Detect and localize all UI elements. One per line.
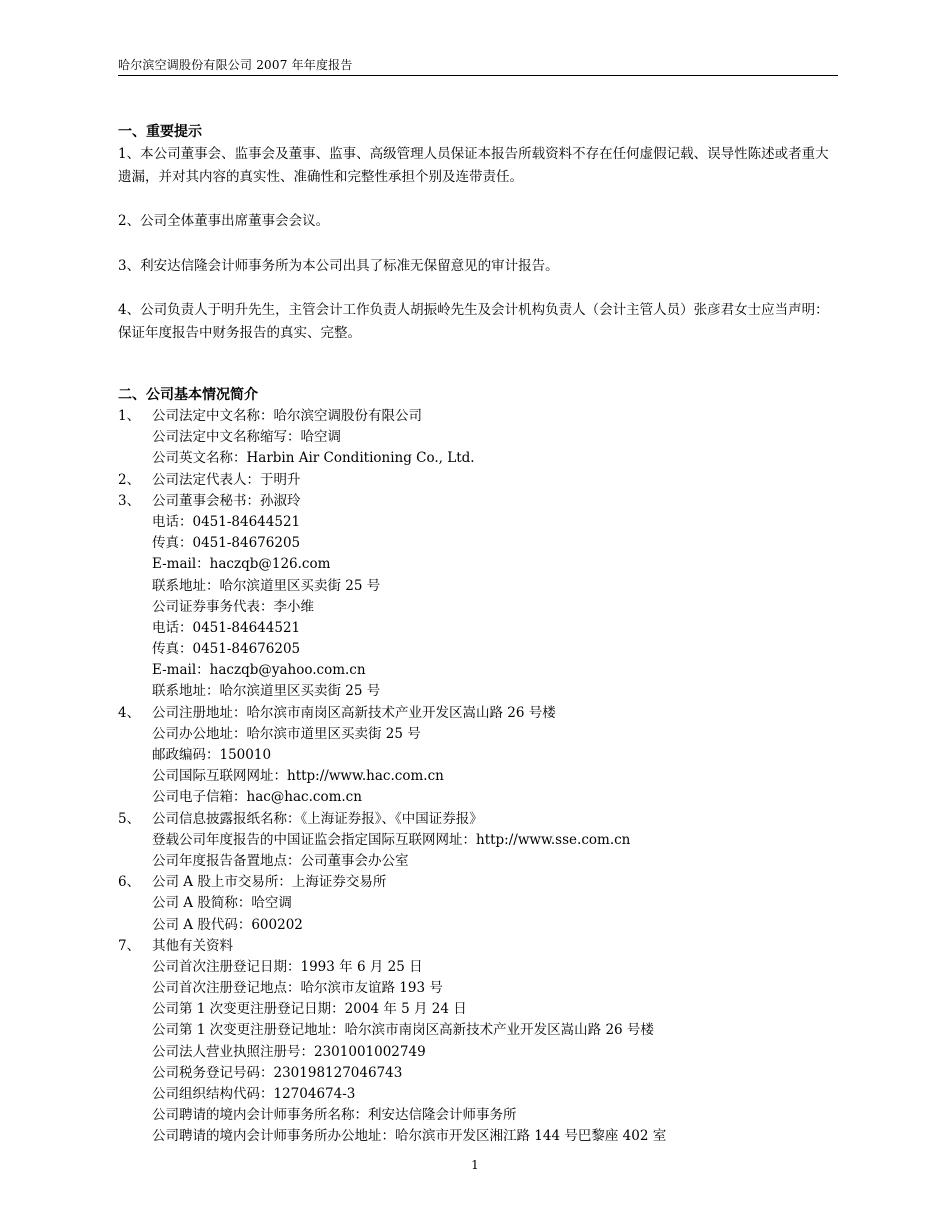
info-row <box>118 809 838 830</box>
info-item-text: 公司 A 股代码：600202 <box>152 916 303 933</box>
info-item-text: 公司第 1 次变更注册登记地址：哈尔滨市南岗区高新技术产业开发区嵩山路 26 号楼 <box>152 1022 654 1039</box>
page-header-title: 哈尔滨空调股份有限公司 2007 年年度报告 <box>118 58 353 72</box>
info-row <box>118 1105 838 1126</box>
info-item-text: 公司首次注册登记日期：1993 年 6 月 25 日 <box>152 958 423 975</box>
info-row <box>118 512 838 533</box>
info-item-text: 公司证券事务代表：李小维 <box>152 598 314 615</box>
info-row <box>118 745 838 766</box>
info-item-text: 公司董事会秘书：孙淑玲 <box>152 492 301 509</box>
company-info-list <box>118 406 838 1148</box>
info-item-text: 公司法人营业执照注册号：2301001002749 <box>152 1043 426 1060</box>
info-item-text: 公司第 1 次变更注册登记日期：2004 年 5 月 24 日 <box>152 1001 467 1018</box>
info-item-text: 公司税务登记号码：230198127046743 <box>152 1064 403 1081</box>
info-row <box>118 936 838 957</box>
notice-paragraph-2: 2、公司全体董事出席董事会会议。 <box>118 213 330 229</box>
info-row <box>118 639 838 660</box>
info-row <box>118 787 838 808</box>
info-row <box>118 576 838 597</box>
info-row <box>118 427 838 448</box>
section-company-profile-title: 二、公司基本情况简介 <box>118 387 258 403</box>
info-item-text: 公司首次注册登记地点：哈尔滨市友谊路 193 号 <box>152 980 443 997</box>
info-item-text: 登载公司年度报告的中国证监会指定国际互联网网址：http://www.sse.com.cn <box>152 831 631 848</box>
info-item-text: 电话：0451-84644521 <box>152 513 301 530</box>
info-item-text: 公司组织结构代码：12704674-3 <box>152 1086 356 1102</box>
info-row <box>118 1042 838 1063</box>
info-item-number: 5、 <box>118 810 141 827</box>
info-item-text: 公司法定代表人：于明升 <box>152 471 301 488</box>
header-divider <box>118 75 838 76</box>
info-item-text: 公司信息披露报纸名称：《上海证券报》、《中国证券报》 <box>152 810 483 827</box>
info-item-text: 公司注册地址：哈尔滨市南岗区高新技术产业开发区嵩山路 26 号楼 <box>152 704 556 721</box>
info-item-text: E-mail：haczqb@126.com <box>152 556 331 573</box>
info-item-text: 公司法定中文名称：哈尔滨空调股份有限公司 <box>152 408 422 424</box>
info-row <box>118 999 838 1020</box>
info-row <box>118 554 838 575</box>
info-item-text: 公司英文名称：Harbin Air Conditioning Co., Ltd. <box>152 450 475 467</box>
info-row <box>118 957 838 978</box>
info-row <box>118 724 838 745</box>
info-item-text: 公司聘请的境内会计师事务所办公地址：哈尔滨市开发区湘江路 144 号巴黎座 402 室 <box>152 1128 667 1145</box>
info-row <box>118 1126 838 1147</box>
info-item-text: 公司年度报告备置地点：公司董事会办公室 <box>152 852 409 869</box>
info-row <box>118 448 838 469</box>
info-row <box>118 766 838 787</box>
info-item-number: 3、 <box>118 492 141 509</box>
info-item-text: 传真：0451-84676205 <box>152 641 301 658</box>
info-row <box>118 597 838 618</box>
info-item-text: 邮政编码：150010 <box>152 747 272 763</box>
info-item-text: 联系地址：哈尔滨道里区买卖街 25 号 <box>152 683 381 700</box>
notice-paragraph-4: 4、公司负责人于明升先生，主管会计工作负责人胡振岭先生及会计机构负责人（会计主管人员）张彦君女士应当声明：保证年度报告中财务报告的真实、完整。 <box>118 302 829 341</box>
info-row <box>118 618 838 639</box>
info-item-text: 电话：0451-84644521 <box>152 619 301 636</box>
document-body <box>118 122 838 1148</box>
info-item-text: E-mail：haczqb@yahoo.com.cn <box>152 662 366 679</box>
notice-paragraph-3: 3、利安达信隆会计师事务所为本公司出具了标准无保留意见的审计报告。 <box>118 257 559 274</box>
page-number: 1 <box>471 1158 479 1172</box>
info-item-text: 联系地址：哈尔滨道里区买卖街 25 号 <box>152 577 381 594</box>
info-item-text: 公司聘请的境内会计师事务所名称：利安达信隆会计师事务所 <box>152 1107 517 1124</box>
info-row <box>118 470 838 491</box>
info-row <box>118 1063 838 1084</box>
info-item-number: 4、 <box>118 704 141 721</box>
notice-paragraph-1: 1、本公司董事会、监事会及董事、监事、高级管理人员保证本报告所载资料不存在任何虚假记载、误导性陈述或者重大遗漏，并对其内容的真实性、准确性和完整性承担个别及连带责任。 <box>118 146 829 185</box>
info-row <box>118 533 838 554</box>
info-item-text: 其他有关资料 <box>152 937 233 954</box>
info-row <box>118 703 838 724</box>
info-item-text: 传真：0451-84676205 <box>152 535 301 552</box>
info-item-number: 1、 <box>118 408 141 424</box>
info-row <box>118 915 838 936</box>
info-row <box>118 491 838 512</box>
info-row <box>118 851 838 872</box>
info-item-number: 6、 <box>118 874 141 891</box>
info-item-text: 公司国际互联网网址：http://www.hac.com.cn <box>152 768 444 785</box>
info-row <box>118 1084 838 1105</box>
section-important-notice-title: 一、重要提示 <box>118 124 202 140</box>
info-item-number: 7、 <box>118 937 141 954</box>
info-item-number: 2、 <box>118 471 141 488</box>
info-row <box>118 872 838 893</box>
info-row <box>118 660 838 681</box>
info-row <box>118 978 838 999</box>
info-item-text: 公司 A 股上市交易所：上海证券交易所 <box>152 874 387 891</box>
info-row <box>118 1020 838 1041</box>
info-row <box>118 681 838 702</box>
info-item-text: 公司办公地址：哈尔滨市道里区买卖街 25 号 <box>152 725 421 742</box>
info-row <box>118 893 838 914</box>
info-item-text: 公司电子信箱：hac@hac.com.cn <box>152 789 362 806</box>
info-item-text: 公司法定中文名称缩写：哈空调 <box>152 429 341 446</box>
info-row <box>118 406 838 427</box>
info-row <box>118 830 838 851</box>
info-item-text: 公司 A 股简称：哈空调 <box>152 895 292 912</box>
